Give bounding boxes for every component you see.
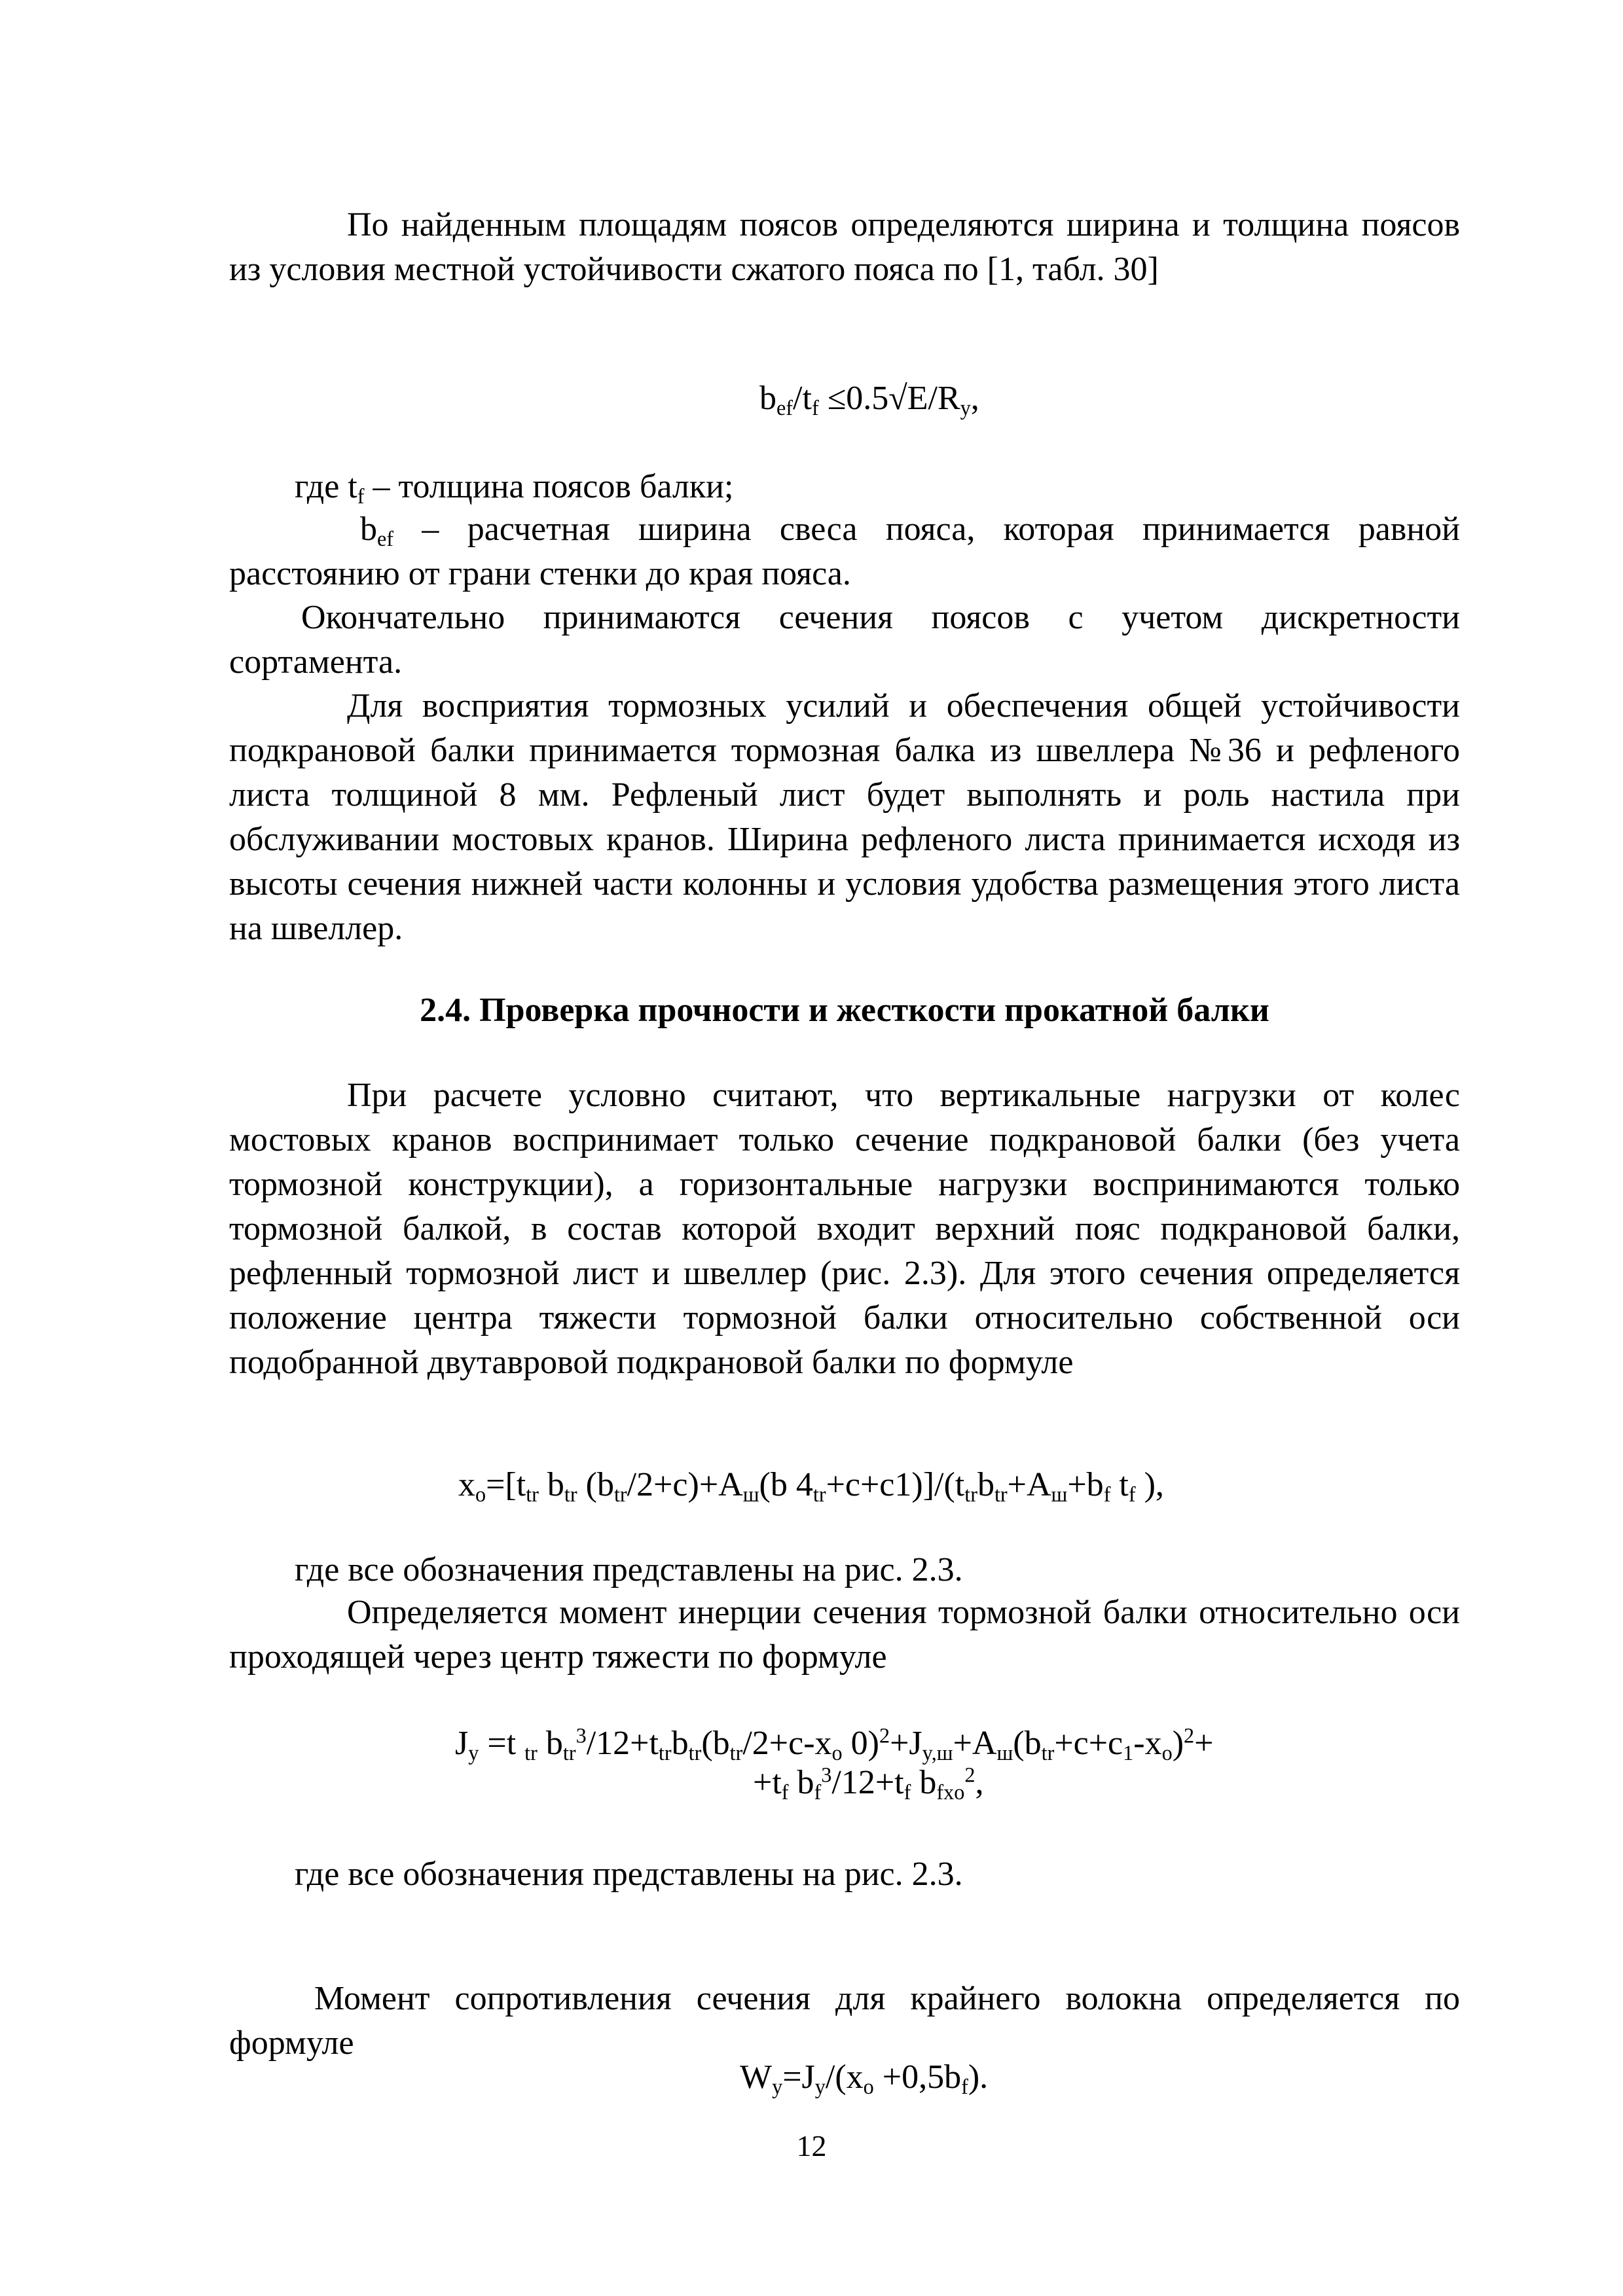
definition-all-symbols-1: где все обозначения представлены на рис. 2.3. [295,1551,963,1588]
formula-moment-of-inertia-line2: $+t_f$ $b_f^3/12+t_f$ $b_{fxo}^2$, [753,1763,984,1804]
paragraph-section-modulus: Момент сопротивления сечения для крайнего волокна определяется по формуле [229,1980,1460,2062]
definition-tf: где $t_f$ – толщина поясов балки; [295,468,734,509]
paragraph-brake-beam: Для восприятия тормозных усилий и обеспечения общей устойчивости подкрановой балки принимается тормозная балка из швеллера №36 и рефленого листа толщиной 8 мм. Рефленый лист будет выполнять и роль настила при обслуживании мостовых кранов. Ширина рефленого листа принимается исходя из высоты сечения нижней части колонны и условия удобства размещения этого листа на швеллер. [229,687,1460,947]
page-number: 12 [796,2129,827,2162]
paragraph-belt-dimensions: По найденным площадям поясов определяются ширина и толщина поясов из условия местной устойчивости сжатого пояса по [1, табл. 30] [229,206,1460,288]
section-heading: 2.4. Проверка прочности и жесткости прокатной балки [420,992,1269,1029]
formula-width-thickness-ratio: $b_{ef}/t_f \le 0.5√E/R_y$, [759,380,979,420]
formula-moment-of-inertia-line1: $J_y =t$ $_{tr}$ $b_{tr}^3/12+t_{tr}b_{tr}(b_{tr}/2+c-x_o$ $0)^2+J_{y,ш}+A_ш(b_{tr}+c+c_1-x_o)^2+$ [455,1723,1214,1765]
formula-center-of-gravity: $x_o=[t_{tr}$ $b_{tr}$ $(b_{tr}/2+c)+A_ш(b$ $4_{tr}+c+c1)]/(t_{tr}b_{tr}+A_ш+b_f$ $t_f$ ), [458,1466,1164,1507]
definition-bef: $b_{ef}$ – расчетная ширина свеса пояса, которая принимается равной расстоянию от грани стенки до края пояса. [229,511,1460,592]
paragraph-moment-of-inertia: Определяется момент инерции сечения тормозной балки относительно оси проходящей через центр тяжести по формуле [229,1594,1460,1676]
paragraph-final-sections: Окончательно принимаются сечения поясов с учетом дискретности сортамента. [229,599,1460,681]
paragraph-calculation-assumption: При расчете условно считают, что вертикальные нагрузки от колес мостовых кранов воспринимает только сечение подкрановой балки (без учета тормозной конструкции), а горизонтальные нагрузки воспринимаются только тормозной балкой, в состав которой входит верхний пояс подкрановой балки, рефленный тормозной лист и швеллер (рис. 2.3). Для этого сечения определяется положение центра тяжести тормозной балки относительно собственной оси подобранной двутавровой подкрановой балки по формуле [229,1077,1460,1381]
definition-all-symbols-2: где все обозначения представлены на рис. 2.3. [295,1856,963,1893]
formula-section-modulus: $W_y=J_y/(x_o +0,5b_f)$. [740,2058,989,2099]
